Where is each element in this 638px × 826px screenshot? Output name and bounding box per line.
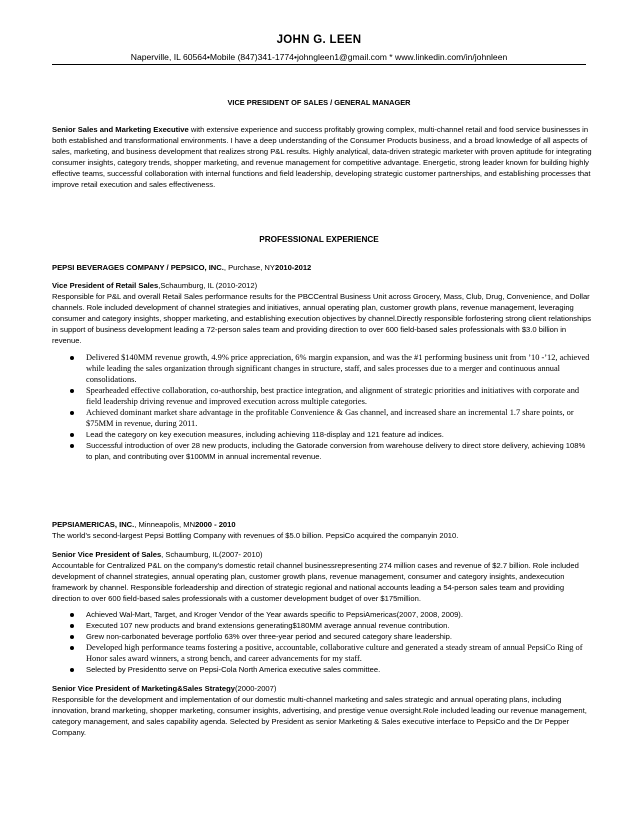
job2-company: PEPSIAMERICAS, INC. (52, 520, 135, 529)
job1-role-line (52, 280, 592, 291)
bullet-icon (70, 433, 74, 437)
job1-location: , Purchase, NY (223, 263, 275, 272)
bullet-icon (70, 444, 74, 448)
contact-line: Naperville, IL 60564•Mobile (847)341-1774•johngleen1@gmail.com * www.linkedin.com/in/johnleen (130, 52, 508, 62)
list-item: Grew non-carbonated beverage portfolio 63% over three-year period and secured category share leadership. (52, 631, 592, 642)
target-title: VICE PRESIDENT OF SALES / GENERAL MANAGER (227, 98, 411, 107)
list-item: Selected by Presidentto serve on Pepsi-Cola North America executive sales committee. (52, 664, 592, 675)
bullet-icon (70, 635, 74, 639)
header-divider (52, 64, 586, 65)
list-item: Achieved dominant market share advantage in the profitable Convenience & Gas channel, and increased share an incremental 1.7 share points, or $75MM in revenue, during 2011. (52, 407, 592, 429)
summary-lead: Senior Sales and Marketing Executive (52, 125, 189, 134)
summary-text: with extensive experience and success profitably growing complex, multi-channel retail and food service businesses in both established and transformational environments. I have a deep understanding of the Consumer Products business, and a broad knowledge of all aspects of sales, marketing, and business development that realizes strong P&L results. Highly analytical, data-driven strategic marketer with proven aptitude for integrating consumer insights, category trends, shopper marketing, and revenue management for competitive advantage. Energetic, strong leader known for building highly effective teams, successful collaboration with internal functions and field leadership, developing strategic customer partnerships, and establishing processes that improve retail execution and sales effectiveness. (52, 125, 592, 189)
job2-intro: The world’s second-largest Pepsi Bottling Company with revenues of $5.0 billion. PepsiCo acquired the companyin 2010. (52, 531, 459, 540)
job1-dates: 2010-2012 (274, 263, 312, 272)
job1-company: PEPSI BEVERAGES COMPANY / PEPSICO, INC. (52, 263, 224, 272)
job2-role2: Senior Vice President of Marketing&Sales Strategy (52, 684, 236, 693)
job-pepsiamericas (52, 519, 592, 738)
job2-role2-line (52, 683, 592, 694)
list-item: Executed 107 new products and brand extensions generating$180MM average annual revenue contribution. (52, 620, 592, 631)
job2-description: Accountable for Centralized P&L on the company’s domestic retail channel businessrepresenting 274 million cases and revenue of $2.7 billion. Role included development of channel strategies, annual operating plan, customer growth plans, revenue management, consumer and category insights, andexecution framework by channel. Responsible forleadership and direction of strategic regional and national accounts leading a 54-person sales team and providing direction to over 600 field-based sales professionals with a customer development budget of over $175million. (52, 561, 579, 603)
list-item: Lead the category on key execution measures, including achieving 118-display and 121 feature ad indices. (52, 429, 592, 440)
job2-company-line (52, 519, 592, 530)
bullet-icon (70, 389, 74, 393)
bullet-icon (70, 356, 74, 360)
bullet-icon (70, 646, 74, 650)
job2-description2: Responsible for the development and implementation of our domestic multi-channel marketing and sales strategic and annual operating plans, including innovation, brand marketing, shopper marketing, consumer insights, advertising, and prestige venue oversight.Role included leading our revenue management, category management, and sales capability agenda. Selected by President as senior Marketing & Sales executive interface to PepsiCo and the Dr Pepper Company. (52, 695, 587, 737)
job1-role-location: ,Schaumburg, IL (2010-2012) (158, 281, 258, 290)
job2-role2-dates: (2000-2007) (235, 684, 277, 693)
job1-description: Responsible for P&L and overall Retail Sales performance results for the PBCCentral Business Unit across Grocery, Mass, Club, Drug, Convenience, and Dollar channels. Role included development of channel strategies and initiatives, annual operating plan, customer growth plans, revenue management, leveraging consumer and category insights, shopper marketing, and establishing execution objectives by channel.Directly responsible forfostering strong client relationships in support of business development leading a 72-person sales team and providing direction to over 600 field-based sales professionals with $3.0 billion in revenue. (52, 292, 592, 345)
list-item: Successful introduction of over 28 new products, including the Gatorade conversion from warehouse delivery to direct store delivery, achieving 108% to plan, and contributing over $100MM in annual incremental revenue. (52, 440, 592, 462)
job-pepsi-beverages (52, 262, 592, 462)
job2-role-line (52, 549, 592, 560)
list-item: Spearheaded effective collaboration, co-authorship, best practice integration, and alignment of strategic priorities and initiatives with corporate and field leadership driving revenue and improved execution across multiple categories. (52, 385, 592, 407)
list-item: Developed high performance teams fostering a positive, accountable, collaborative culture and generated a steady stream of annual PepsiCo Ring of Honor sales award winners, a strong bench, and career advancements for my staff. (52, 642, 592, 664)
job2-role: Senior Vice President of Sales (52, 550, 162, 559)
list-item: Delivered $140MM revenue growth, 4.9% price appreciation, 6% margin expansion, and was the #1 performing business unit from ’10 -’12, achieved while leading the sales organization through significant changes in structure, staff, and sales processes due to a merger and continuous annual consolidations. (52, 352, 592, 385)
job1-achievements (52, 352, 592, 462)
job2-location: , Minneapolis, MN (134, 520, 196, 529)
bullet-icon (70, 613, 74, 617)
list-item: Achieved Wal-Mart, Target, and Kroger Vendor of the Year awards specific to PepsiAmericas(2007, 2008, 2009). (52, 609, 592, 620)
job1-company-line (52, 262, 592, 273)
job1-role: Vice President of Retail Sales (52, 281, 159, 290)
section-title-experience: PROFESSIONAL EXPERIENCE (259, 235, 379, 244)
bullet-icon (70, 411, 74, 415)
bullet-icon (70, 624, 74, 628)
job2-dates: 2000 - 2010 (195, 520, 236, 529)
job2-achievements (52, 609, 592, 675)
job2-role-location: , Schaumburg, IL(2007- 2010) (161, 550, 263, 559)
summary-paragraph (52, 124, 592, 190)
bullet-icon (70, 668, 74, 672)
candidate-name: JOHN G. LEEN (276, 34, 362, 46)
summary-block (52, 124, 592, 190)
